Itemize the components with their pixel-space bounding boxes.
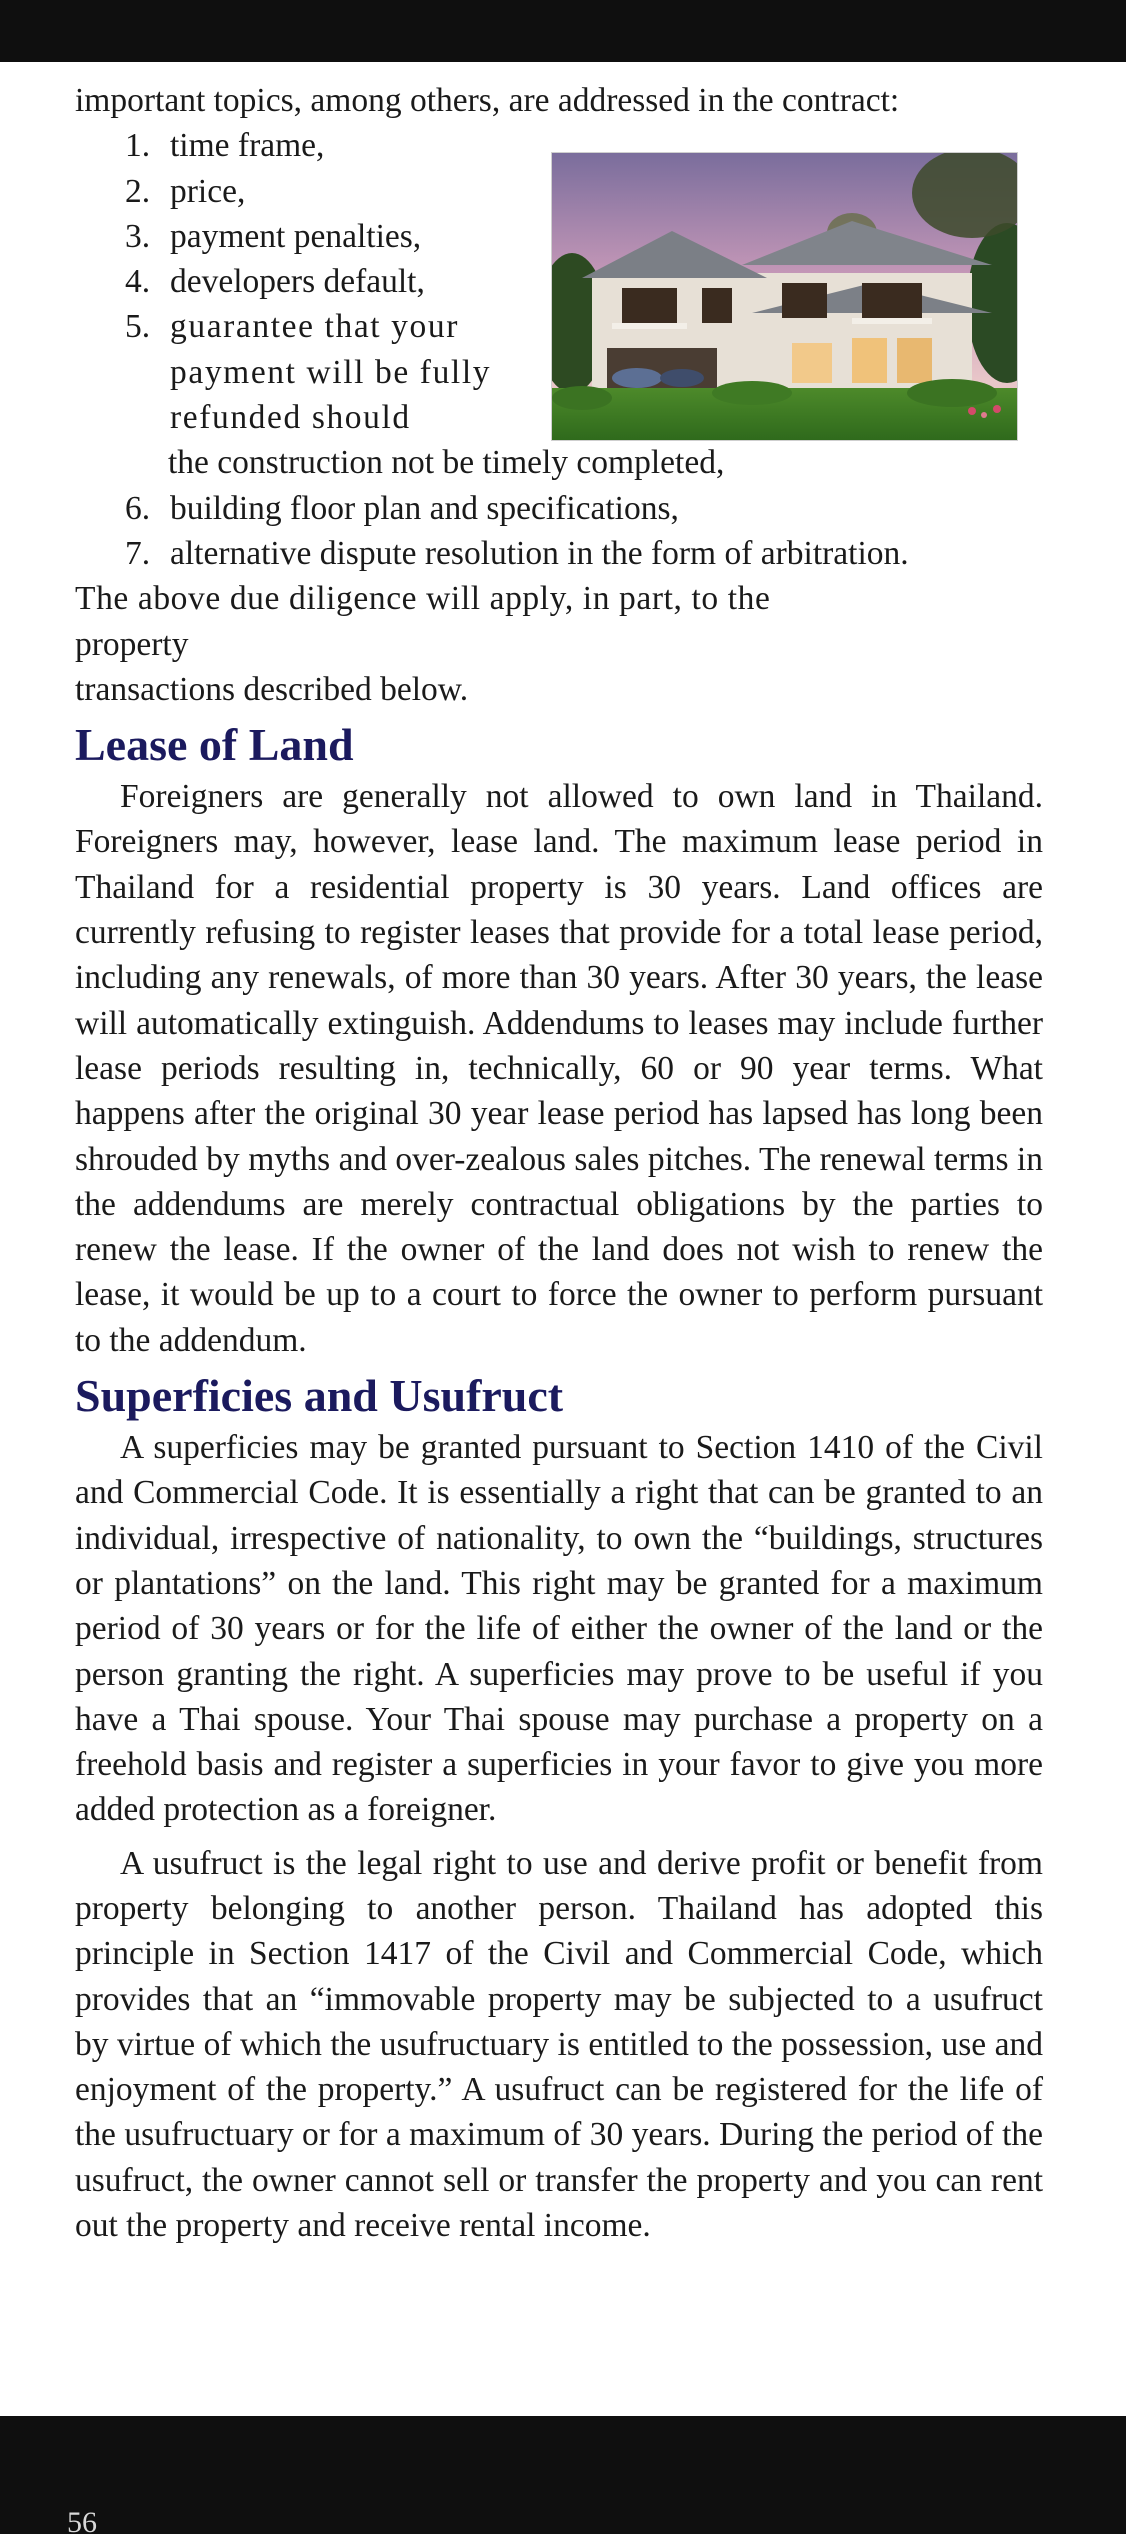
section-heading-superficies: Superficies and Usufruct: [75, 1370, 564, 1422]
list-item: 2. price,: [125, 172, 246, 210]
list-item: 3. payment penalties,: [125, 217, 422, 255]
intro-line: important topics, among others, are addressed in the contract:: [75, 82, 900, 119]
usufruct-paragraph: A usufruct is the legal right to use and derive profit or benefit from property belonging to another person. Thailand has adopted this principle in Section 1417 of the Civil and Commercial Code, which provides that an “immovable property may be subjected to a usufruct by virtue of which the usufructuary is entitled to the possession, use and enjoyment of the property.” A usufruct can be registered for the life of the usufructuary or for a maximum of 30 years. During the period of the usufruct, the owner cannot sell or transfer the property and you can rent out the property and receive rental income.: [75, 1844, 1043, 2245]
lease-paragraph: Foreigners are generally not allowed to own land in Thailand. Foreigners may, however, lease land. The maximum lease period in Thailand for a residential property is 30 years. Land offices are currently refusing to register leases that provide for a total lease period, including any renewals, of more than 30 years. After 30 years, the lease will automatically extinguish. Addendums to leases may include further lease periods resulting in, technically, 60 or 90 year terms. What happens after the original 30 year lease period has lapsed has long been shrouded by myths and over-zealous sales pitches. The renewal terms in the addendums are merely contractual obligations by the parties to renew the lease. If the owner of the land does not wish to renew the lease, it would be up to a court to force the owner to perform pursuant to the addendum.: [75, 778, 1043, 1359]
list-item: 5. guarantee that your payment will be fully refunded should: [125, 308, 492, 437]
topics-list-continued: [75, 486, 1043, 577]
section-heading-lease: Lease of Land: [75, 719, 354, 771]
bottom-bar: [0, 2416, 1126, 2534]
list-item: 1. time frame,: [125, 127, 325, 165]
list-item: 4. developers default,: [125, 263, 425, 301]
document-body: [75, 78, 1043, 2248]
list-item: 6. building floor plan and specifications,: [125, 489, 679, 527]
page-number: 56: [67, 2506, 97, 2539]
superficies-paragraph: A superficies may be granted pursuant to Section 1410 of the Civil and Commercial Code. It is essentially a right that can be granted to an individual, irrespective of nationality, to own the “buildings, structures or plantations” on the land. This right may be granted for a maximum period of 30 years or for the life of either the owner of the land or the person granting the right. A superficies may prove to be useful if you have a Thai spouse. Your Thai spouse may purchase a property on a freehold basis and register a superficies in your favor to give you more added protection as a foreigner.: [75, 1429, 1043, 1829]
list-item-continuation: the construction not be timely completed,: [168, 444, 725, 482]
list-item: 7. alternative dispute resolution in the form of arbitration.: [125, 534, 909, 572]
top-bar: [0, 0, 1126, 62]
after-list-text: The above due diligence will apply, in part, to the property transactions described below.: [75, 580, 771, 708]
topics-list: [75, 123, 1043, 440]
